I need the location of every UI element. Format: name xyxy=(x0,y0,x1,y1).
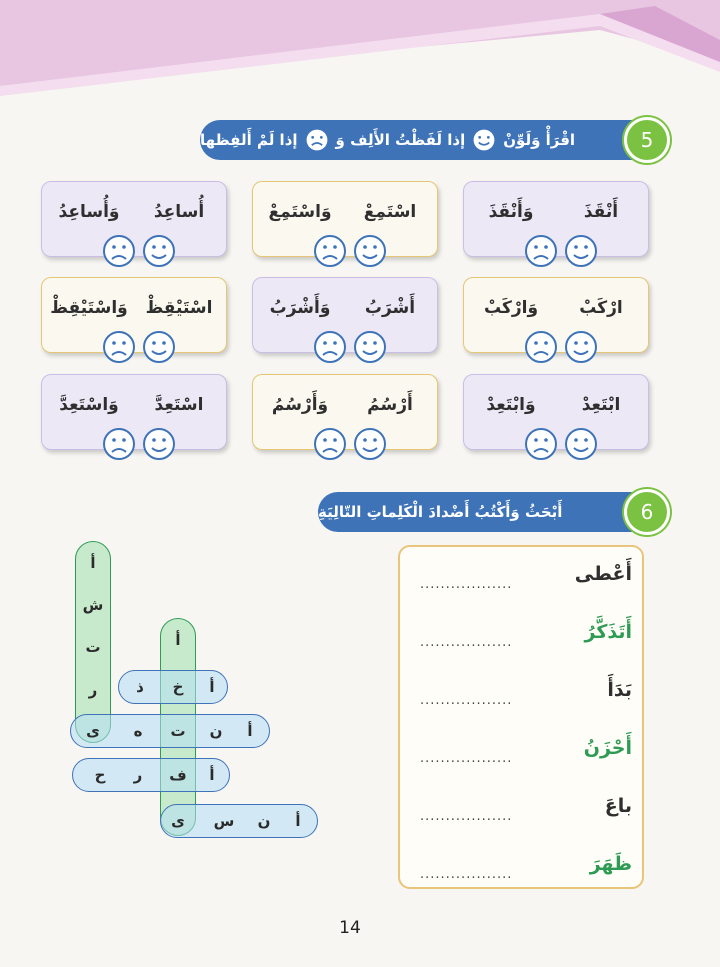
grid-letter[interactable]: ر xyxy=(88,681,98,699)
section-6-header xyxy=(318,492,668,532)
answer-blank[interactable]: .................. xyxy=(420,577,513,592)
happy-face-icon[interactable] xyxy=(142,427,176,461)
opposite-row xyxy=(400,559,646,599)
opposite-word: ظَهَرَ xyxy=(589,853,632,875)
card-word: أَنْقَذَ xyxy=(583,202,619,222)
grid-letter[interactable]: ى xyxy=(86,722,100,740)
sad-face-icon[interactable] xyxy=(102,427,136,461)
card-word-with-waw: وَأَرْسُمُ xyxy=(271,395,329,415)
opposite-word: أَتَذَكَّرُ xyxy=(584,621,632,643)
opposite-word: بَدَأَ xyxy=(607,679,632,701)
sad-face-icon[interactable] xyxy=(313,427,347,461)
happy-face-icon[interactable] xyxy=(564,427,598,461)
sad-face-icon[interactable] xyxy=(524,330,558,364)
sad-face-icon[interactable] xyxy=(524,234,558,268)
top-decoration xyxy=(0,0,720,96)
grid-letter[interactable]: خ xyxy=(172,678,184,696)
card-word-with-waw: وَأَنْقَذَ xyxy=(488,202,534,222)
sad-face-icon xyxy=(304,127,330,153)
happy-face-icon[interactable] xyxy=(353,330,387,364)
answer-blank[interactable]: .................. xyxy=(420,867,513,882)
grid-letter[interactable]: ت xyxy=(170,722,186,740)
sad-face-icon[interactable] xyxy=(524,427,558,461)
opposite-row xyxy=(400,675,646,715)
grid-letter[interactable]: ش xyxy=(82,596,104,614)
word-card xyxy=(252,277,438,353)
grid-letter[interactable]: ه xyxy=(133,722,143,740)
section-6-number: 6 xyxy=(624,489,670,535)
happy-face-icon xyxy=(471,127,497,153)
card-word: ابْتَعِدْ xyxy=(581,395,621,415)
section-5-title-part1: اقْرَأْ وَلَوِّنْ xyxy=(503,131,576,149)
grid-letter[interactable]: ذ xyxy=(136,678,144,696)
card-word-with-waw: وَأَشْرَبُ xyxy=(269,298,331,318)
card-word-with-waw: وَاسْتَيْقِظْ xyxy=(50,298,128,318)
sad-face-icon[interactable] xyxy=(102,234,136,268)
section-5-title-part2: إذا لَفَظْتُ الأَلِف وَ xyxy=(335,131,466,149)
word-card xyxy=(252,374,438,450)
word-card xyxy=(463,181,649,257)
happy-face-icon[interactable] xyxy=(142,234,176,268)
word-card xyxy=(41,181,227,257)
card-word-with-waw: وَأُساعِدُ xyxy=(58,202,120,222)
word-card xyxy=(463,277,649,353)
grid-letter[interactable]: أ xyxy=(247,722,253,740)
sad-face-icon[interactable] xyxy=(313,234,347,268)
sad-face-icon[interactable] xyxy=(102,330,136,364)
grid-letter[interactable]: أ xyxy=(90,554,96,572)
grid-letter[interactable]: ى xyxy=(171,812,185,830)
answer-blank[interactable]: .................. xyxy=(420,635,513,650)
opposite-word: أَحْزَنُ xyxy=(583,737,632,759)
grid-letter[interactable]: ت xyxy=(85,638,101,656)
answer-blank[interactable]: .................. xyxy=(420,693,513,708)
happy-face-icon[interactable] xyxy=(353,234,387,268)
card-word-with-waw: وَارْكَبْ xyxy=(483,298,539,318)
grid-letter[interactable]: أ xyxy=(209,766,215,784)
word-card xyxy=(41,374,227,450)
opposite-row xyxy=(400,849,646,889)
opposites-box xyxy=(398,545,644,889)
section-6-title: أَبْحَثُ وَأَكْتُبُ أَضْدادَ الْكَلِماتِ التّالِيَةِ xyxy=(318,503,563,521)
card-word: أُساعِدُ xyxy=(153,202,205,222)
card-word: أَرْسُمُ xyxy=(367,395,413,415)
opposite-row xyxy=(400,617,646,657)
card-word-with-waw: وَاسْتَمِعْ xyxy=(268,202,332,222)
grid-letter[interactable]: ف xyxy=(169,766,187,784)
grid-letter[interactable]: أ xyxy=(209,678,215,696)
section-5-header xyxy=(200,120,670,160)
section-5-number: 5 xyxy=(624,117,670,163)
word-card xyxy=(252,181,438,257)
word-card xyxy=(463,374,649,450)
page-number: 14 xyxy=(339,918,361,938)
card-word-with-waw: وَاسْتَعِدَّ xyxy=(59,395,119,415)
grid-letter[interactable]: س xyxy=(213,812,235,830)
word-card xyxy=(41,277,227,353)
opposite-word: أَعْطى xyxy=(574,563,632,585)
happy-face-icon[interactable] xyxy=(142,330,176,364)
happy-face-icon[interactable] xyxy=(353,427,387,461)
grid-letter[interactable]: أ xyxy=(175,631,181,649)
grid-letter[interactable]: أ xyxy=(295,812,301,830)
happy-face-icon[interactable] xyxy=(564,234,598,268)
happy-face-icon[interactable] xyxy=(564,330,598,364)
sad-face-icon[interactable] xyxy=(313,330,347,364)
opposite-row xyxy=(400,791,646,831)
opposite-row xyxy=(400,733,646,773)
answer-blank[interactable]: .................. xyxy=(420,809,513,824)
grid-letter[interactable]: ن xyxy=(209,722,223,740)
section-5-title-part3: إذا لَمْ أَلفِظها xyxy=(200,131,298,149)
opposite-word: باعَ xyxy=(604,795,632,817)
card-word: ارْكَبْ xyxy=(579,298,623,318)
card-word: اسْتَيْقِظْ xyxy=(145,298,213,318)
answer-blank[interactable]: .................. xyxy=(420,751,513,766)
grid-letter[interactable]: ر xyxy=(133,766,143,784)
card-word: اسْتَعِدَّ xyxy=(154,395,204,415)
grid-letter[interactable]: ن xyxy=(257,812,271,830)
grid-letter[interactable]: ح xyxy=(94,766,106,784)
card-word: أَشْرَبُ xyxy=(364,298,416,318)
card-word: اسْتَمِعْ xyxy=(363,202,417,222)
card-word-with-waw: وَابْتَعِدْ xyxy=(486,395,536,415)
